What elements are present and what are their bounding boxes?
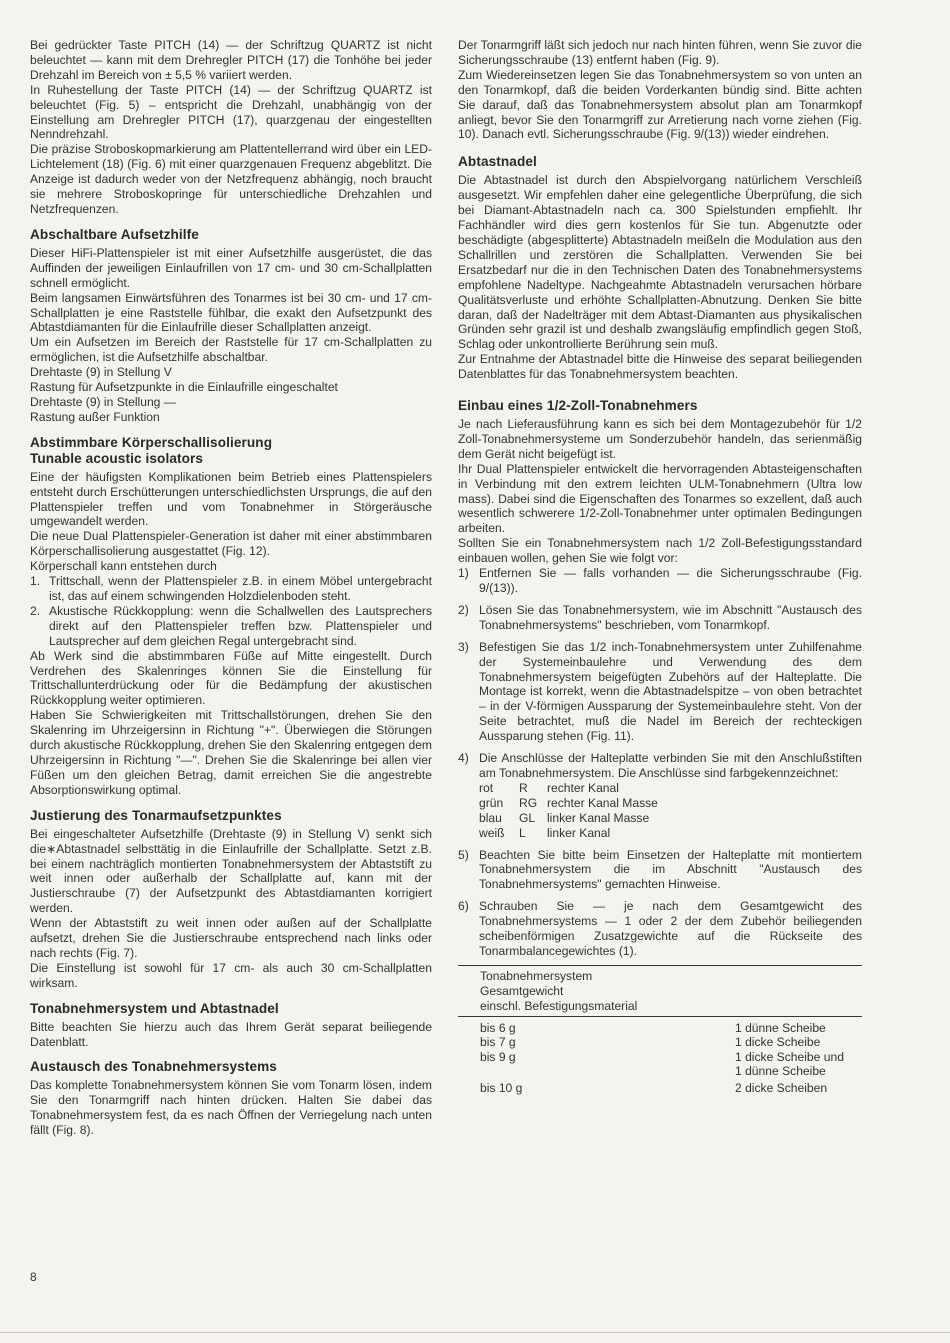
section-heading: Einbau eines 1/2-Zoll-Tonabnehmers — [458, 398, 698, 414]
step-item — [458, 640, 862, 744]
table-cell-weight: bis 10 g — [480, 1080, 523, 1095]
install-steps — [458, 566, 862, 959]
paragraph: Die präzise Stroboskopmarkierung am Plattentellerrand wird über ein LED-Lichtelement (18) (Fig. 6) mit einer quarzgenauen Frequenz abgeblitzt. Die Anzeige ist dadurch weder von der Netzfrequenz abhängig, noch braucht sie mehrere Stroboskopringe für unterschiedliche Drehzahlen und Netzfrequenzen. — [30, 142, 432, 216]
paragraph: Bei gedrückter Taste PITCH (14) — der Schriftzug QUARTZ ist nicht beleuchtet — kann mit dem Drehregler PITCH (17) die Tonhöhe bei jeder Drehzahl im Bereich von ± 5,5 % variiert werden. — [30, 38, 432, 82]
code-color: blau — [479, 810, 502, 825]
step-text: Befestigen Sie das 1/2 inch-Tonabnehmersystem unter Zuhilfenahme der Systemeinbaulehre und Verwendung des dem Tonabnehmersystem beigefügten Zubehörs auf der Halteplatte. Die Montage ist korrekt, wenn die Abtastnadelspitze – von oben betrachtet – in der V-förmigen Aussparung der Systemeinbaulehre steht. Von der Seite betrachtet, muß die Nadel im Bereich der rechteckigen Aussparung stehen (Fig. 11). — [479, 639, 862, 744]
step-item — [458, 566, 862, 596]
wire-color-codes — [479, 781, 862, 841]
table-row — [458, 1081, 862, 1096]
paragraph: Körperschall kann entstehen durch — [30, 559, 217, 574]
step-text: Lösen Sie das Tonabnehmersystem, wie im Abschnitt "Austausch des Tonabnehmersystems" beschrieben, vom Tonarmkopf. — [479, 602, 862, 632]
paragraph: Rastung für Aufsetzpunkte in die Einlaufrille eingeschaltet — [30, 380, 338, 395]
step-number: 5) — [458, 847, 469, 862]
paragraph: Haben Sie Schwierigkeiten mit Trittschallstörungen, drehen Sie den Skalenring im Uhrzeigersinn in Richtung "+". Überwiegen die Störungen durch akustische Rückkopplung, drehen Sie den Skalenring entgegen dem Uhrzeigersinn in Richtung "—". Drehen Sie die Skalenringe bei allen vier Füßen um den gleichen Betrag, damit erreichen Sie die angestrebte Absorptionswirkung optimal. — [30, 708, 432, 797]
cause-list — [30, 574, 432, 649]
table-row — [458, 1064, 862, 1079]
code-letter: GL — [519, 810, 536, 825]
paragraph: Zur Entnahme der Abtastnadel bitte die Hinweise des separat beiliegenden Datenblattes für das Tonabnehmersystem beachten. — [458, 352, 862, 382]
table-cell-weight: bis 9 g — [480, 1049, 516, 1064]
step-number: 6) — [458, 899, 469, 914]
step-number: 2) — [458, 602, 469, 617]
code-desc: rechter Kanal Masse — [547, 795, 658, 810]
code-desc: rechter Kanal — [547, 780, 619, 795]
page-edge-divider — [0, 1332, 950, 1333]
table-row — [458, 1035, 862, 1050]
paragraph: Bitte beachten Sie hierzu auch das Ihrem Gerät separat beiliegende Datenblatt. — [30, 1019, 432, 1049]
paragraph: Beim langsamen Einwärtsführen des Tonarmes ist bei 30 cm- und 17 cm-Schallplatten je eine Raststelle fühlbar, die exakt den Aufsetzpunkt des Abtastdiamanten für die Einlaufrille dieser Schallplatten anzeigt. — [30, 290, 432, 335]
table-cell-weight — [480, 1064, 735, 1079]
code-letter: L — [519, 825, 526, 840]
section-heading: Abtastnadel — [458, 154, 537, 170]
section-heading-english: Tunable acoustic isolators — [30, 450, 204, 466]
code-color: weiß — [479, 825, 505, 840]
paragraph: Ihr Dual Plattenspieler entwickelt die hervorragenden Abtasteigenschaften in Verbindung mit den extrem leichten ULM-Tonabnehmern (Ultra low mass). Dabei sind die Eigenschaften des Tonarmes so exzellent, daß auch wesentlich schwerere 1/2-Zoll-Tonabnehmer unter optimalen Bedingungen arbeiten. — [458, 461, 862, 536]
list-item — [30, 604, 432, 649]
section-heading: Justierung des Tonarmaufsetzpunktes — [30, 807, 282, 823]
step-number: 3) — [458, 639, 469, 654]
table-cell-value: 2 dicke Scheiben — [735, 1080, 828, 1095]
table-cell-value: 1 dünne Scheibe — [735, 1064, 826, 1079]
paragraph: Je nach Lieferausführung kann es sich bei dem Montagezubehör für 1/2 Zoll-Tonabnehmersysteme um Sonderzubehör handeln, das serienmäßig dem Gerät nicht beigefügt ist. — [458, 417, 862, 461]
paragraph: Dieser HiFi-Plattenspieler ist mit einer Aufsetzhilfe ausgerüstet, die das Auffinden der jeweiligen Einlaufrillen von 17 cm- und 30 cm-Schallplatten schnell ermöglicht. — [30, 245, 432, 290]
code-letter: R — [519, 780, 528, 795]
paragraph: Ab Werk sind die abstimmbaren Füße auf Mitte eingestellt. Durch Verdrehen des Skalenringes können Sie die Einstellung für Trittschallunterdrückung oder für die Bedämpfung der akustischen Rückkopplung weiter optimieren. — [30, 648, 432, 708]
list-item — [30, 574, 432, 604]
weight-table — [458, 965, 862, 1096]
step-item — [458, 899, 862, 959]
step-number: 1) — [458, 566, 469, 581]
table-header — [458, 966, 862, 1017]
section-heading: Austausch des Tonabnehmersystems — [30, 1059, 277, 1075]
code-color: grün — [479, 795, 504, 810]
paragraph: Drehtaste (9) in Stellung — — [30, 394, 176, 409]
table-header-line: einschl. Befestigungsmaterial — [480, 998, 638, 1013]
table-header-line: Tonabnehmersystem — [480, 968, 593, 983]
table-row — [458, 1021, 862, 1036]
paragraph: Sollten Sie ein Tonabnehmersystem nach 1/2 Zoll-Befestigungsstandard einbauen wollen, gehen Sie wie folgt vor: — [458, 536, 862, 566]
paragraph: Drehtaste (9) in Stellung V — [30, 365, 172, 380]
step-text: Beachten Sie bitte beim Einsetzen der Halteplatte mit montiertem Tonabnehmersystem die im Abschnitt "Austausch des Tonabnehmersystems" gemachten Hinweise. — [479, 847, 862, 892]
paragraph: Die neue Dual Plattenspieler-Generation ist daher mit einer abstimmbaren Körperschallisolierung ausgestattet (Fig. 12). — [30, 529, 432, 559]
code-desc: linker Kanal — [547, 825, 611, 840]
paragraph: Rastung außer Funktion — [30, 409, 160, 424]
paragraph: Die Einstellung ist sowohl für 17 cm- als auch 30 cm-Schallplatten wirksam. — [30, 960, 432, 990]
list-text: Trittschall, wenn der Plattenspieler z.B. in einem Möbel untergebracht ist, das auf einem schwingenden Holzdielenboden steht. — [49, 574, 432, 603]
code-desc: linker Kanal Masse — [547, 810, 650, 825]
list-text: Akustische Rückkopplung: wenn die Schallwellen des Lautsprechers direkt auf den Plattenspieler treffen bzw. Plattenspieler und Lautsprecher auf dem gleichen Regal untergebracht sind. — [49, 603, 432, 648]
section-heading: Abschaltbare Aufsetzhilfe — [30, 226, 199, 242]
step-text: Die Anschlüsse der Halteplatte verbinden Sie mit den Anschlußstiften am Tonabnehmersystem. Die Anschlüsse sind farbgekennzeichnet: — [479, 751, 862, 780]
table-cell-value: 1 dicke Scheibe und — [735, 1049, 844, 1064]
paragraph: Um ein Aufsetzen im Bereich der Raststelle für 17 cm-Schallplatten zu ermöglichen, ist die Aufsetzhilfe abschaltbar. — [30, 335, 432, 365]
step-item — [458, 751, 862, 840]
table-cell-weight: bis 7 g — [480, 1035, 516, 1050]
section-heading: Tonabnehmersystem und Abtastnadel — [30, 1000, 279, 1016]
paragraph: Eine der häufigsten Komplikationen beim Betrieb eines Plattenspielers entsteht durch Erschütterungen unterschiedlichsten Ursprungs, die auf den Plattenspieler treffen und vom Tonabnehmer in Störgeräusche umgewandelt werden. — [30, 469, 432, 529]
step-item — [458, 848, 862, 893]
table-cell-weight: bis 6 g — [480, 1020, 516, 1035]
code-color: rot — [479, 780, 494, 795]
list-number: 1. — [30, 574, 41, 589]
section-heading: Abstimmbare Körperschallisolierung — [30, 434, 273, 450]
paragraph: Zum Wiedereinsetzen legen Sie das Tonabnehmersystem so von unten an den Tonarmkopf, daß die beiden Vorderkanten bündig sind. Bitte achten Sie darauf, daß das Tonabnehmersystem absolut plan am Tonarmkopf anliegt, bevor Sie den Tonarmgriff zur Arretierung nach vorne ziehen (Fig. 10). Danach evtl. Sicherungsschraube (Fig. 9/(13)) wieder eindrehen. — [458, 67, 862, 142]
paragraph: Das komplette Tonabnehmersystem können Sie vom Tonarm lösen, indem Sie den Tonarmgriff nach hinten drücken. Halten Sie dabei das Tonabnehmersystem fest, da es nach Öffnen der Verriegelung nach unten fällt (Fig. 8). — [30, 1078, 432, 1138]
table-cell-value: 1 dicke Scheibe — [735, 1035, 821, 1050]
paragraph: In Ruhestellung der Taste PITCH (14) — der Schriftzug QUARTZ ist beleuchtet (Fig. 5) – entspricht die Drehzahl, unabhängig von der Einstellung am Drehregler PITCH (17), quarzgenau der eingestellten Nenndrehzahl. — [30, 82, 432, 142]
step-text: Entfernen Sie — falls vorhanden — die Sicherungsschraube (Fig. 9/(13)). — [479, 566, 862, 595]
paragraph: Wenn der Abtaststift zu weit innen oder außen auf der Schallplatte aufsetzt, drehen Sie die Justierschraube entsprechend nach links oder nach rechts (Fig. 7). — [30, 916, 432, 960]
right-column — [458, 38, 862, 1096]
paragraph: Die Abtastnadel ist durch den Abspielvorgang natürlichem Verschleiß ausgesetzt. Wir empfehlen daher eine gelegentliche Überprüfung, die sich bei Diamant-Abtastnadeln nach ca. 300 Spielstunden empfiehlt. Ihr Fachhändler wird dies gern kostenlos für Sie tun. Abgenutzte oder beschädigte (abgesplitterte) Abtastnadeln meißeln die Modulation aus den Schallrillen und zerstören die Schallplatten. Verwenden Sie bei Ersatzbedarf nur die in den Technischen Daten des Tonabnehmersystems empfohlene Nadeltype. Nachgeahmte Abtastnadeln verursachen hörbare Qualitätsverluste und erhöhte Schallplatten-Abnutzung. Denken Sie bitte daran, daß der Nadelträger mit dem Abtast-Diamanten aus physikalischen Gründen sehr grazil ist und deshalb zwangsläufig empfindlich gegen Stoß, Schlag oder unkontrollierte Berührung sein muß. — [458, 173, 862, 352]
step-text: Schrauben Sie — je nach dem Gesamtgewicht des Tonabnehmersystems — 1 oder 2 der dem Zubehör beiliegenden scheibenförmigen Zusatzgewichte auf die Rückseite des Tonarmbalancegewichtes (1). — [479, 899, 862, 958]
paragraph: Der Tonarmgriff läßt sich jedoch nur nach hinten führen, wenn Sie zuvor die Sicherungsschraube (13) entfernt haben (Fig. 9). — [458, 38, 862, 67]
table-header-line: Gesamtgewicht — [480, 983, 564, 998]
page-number: 8 — [30, 1270, 37, 1284]
code-letter: RG — [519, 795, 538, 810]
list-number: 2. — [30, 603, 41, 618]
table-row — [458, 1050, 862, 1065]
paragraph: Bei eingeschalteter Aufsetzhilfe (Drehtaste (9) in Stellung V) senkt sich die∗Abtastnadel selbsttätig in die Einlaufrille der Schallplatte. Setzt z.B. bei einem nachträglich montierten Tonabnehmersystem der Abtaststift zu weit innen oder außerhalb der Schallplatte auf, kann mit der Justierschraube (7) der Aufsetzpunkt des Abtastdiamanten korrigiert werden. — [30, 826, 432, 916]
step-item — [458, 603, 862, 633]
table-cell-value: 1 dünne Scheibe — [735, 1020, 826, 1035]
left-column — [30, 38, 432, 1138]
step-number: 4) — [458, 751, 469, 766]
